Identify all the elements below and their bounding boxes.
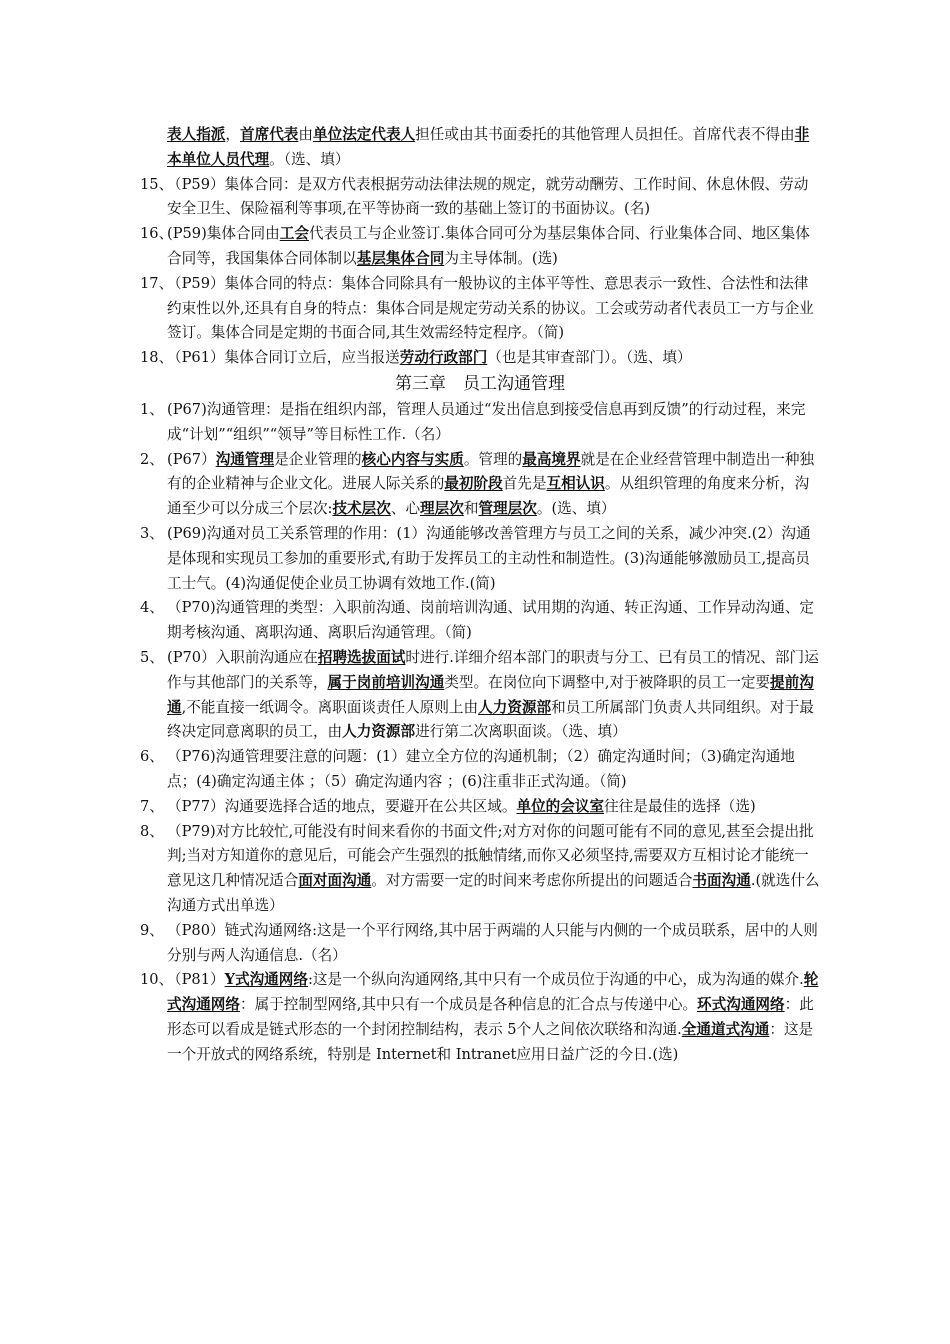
key-term: 最初阶段 (444, 475, 503, 493)
item-number: 8、 (140, 822, 164, 840)
item-number: 3、 (140, 524, 164, 542)
numbered-item (140, 919, 820, 969)
key-term: 核心内容与实质 (361, 450, 464, 468)
numbered-item (140, 795, 820, 820)
text-run: ， (225, 126, 240, 143)
text-run: （P61）集体合同订立后，应当报送 (167, 349, 400, 367)
text-run: (P67） (167, 450, 216, 468)
text-run: ：此形态可以看成是链式形态的一个封闭控制结构，表示 5个人之间依次联络和沟通. (167, 996, 814, 1038)
numbered-item (140, 820, 820, 919)
key-term: 提前沟通 (167, 673, 814, 716)
key-term: 单位法定代表人 (313, 126, 416, 143)
key-term: 基层集体合同 (356, 249, 445, 267)
key-term: Y式沟通网络 (224, 971, 308, 989)
numbered-item (140, 448, 820, 522)
item-number: 18、 (140, 349, 174, 367)
key-term: 轮式沟通网络 (167, 971, 819, 1014)
numbered-item (140, 173, 820, 223)
text-run: .(就选什么沟通方式出单选） (167, 872, 820, 914)
item-number: 1、 (140, 400, 164, 418)
text-run: （P59）集体合同的特点：集体合同除具有一般协议的主体平等性、意思表示一致性、合法性和法律约束性以外,还具有自身的特点：集体合同是规定劳动关系的协议。工会或劳动者代表员工一方与企业签订。集体合同是定期的书面合同,其生效需经特定程序。（简) (167, 274, 814, 342)
text-run: 代表员工与企业签订.集体合同可分为基层集体合同、行业集体合同、地区集体合同等，我国集体合同体制以 (167, 225, 810, 267)
item-text (167, 646, 820, 745)
numbered-item (140, 398, 820, 448)
text-run: 和员工所属部门负责人共同组织。对于最终决定同意离职的员工，由 (167, 698, 814, 741)
text-run: (P67)沟通管理：是指在组织内部，管理人员通过“发出信息到接受信息再到反馈”的行动过程，来完成“计划”“组织”“领导”等目标性工作.（名） (167, 400, 806, 443)
item-text (167, 820, 820, 919)
key-term: 面对面沟通 (298, 872, 372, 890)
text-run: 由 (298, 126, 313, 143)
item-number: 4、 (140, 599, 164, 617)
text-run: （P79)对方比较忙,可能没有时间来看你的书面文件;对方对你的问题可能有不同的意见,甚至会提出批判;当对方知道你的意见后，可能会产生强烈的抵触情绪,而你又必须坚持,需要双方互相讨论才能统一意见这几种情况适合 (167, 822, 814, 890)
numbered-item (140, 522, 820, 596)
numbered-item (140, 272, 820, 346)
continued-item (140, 123, 820, 173)
item-text (167, 596, 820, 646)
text-run: 进行第二次离职面谈。（选、填） (415, 723, 627, 741)
text-run: (P59)集体合同由 (167, 225, 280, 243)
item-text (167, 968, 820, 1067)
item-number: 2、 (140, 450, 164, 468)
numbered-item (140, 346, 820, 371)
numbered-item (140, 222, 820, 272)
key-term: 人力资源部 (478, 698, 552, 716)
text-run: 首先是 (502, 475, 547, 493)
item-text (167, 272, 820, 346)
key-term: 单位的会议室 (516, 797, 605, 815)
text-run: 。从组织管理的角度来分析，沟通至少可以分成三个层次: (167, 475, 810, 518)
text-run: ：这是一个开放式的网络系统，特别是 Internet和 Intranet应用日益广泛的今日.(选) (167, 1020, 814, 1063)
text-run: 类型。在岗位向下调整中,对于被降职的员工一定要 (444, 673, 771, 691)
text-run: （P80）链式沟通网络:这是一个平行网络,其中居于两端的人只能与内侧的一个成员联系，居中的人则分别与两人沟通信息.（名） (167, 921, 818, 964)
text-run: （P59）集体合同：是双方代表根据劳动法律法规的规定，就劳动酬劳、工作时间、休息休假、劳动安全卫生、保险福利等事项,在平等协商一致的基础上签订的书面协议。(名) (167, 175, 809, 218)
item-text (167, 222, 820, 272)
numbered-item (140, 745, 820, 795)
key-term: 技术层次 (332, 500, 391, 518)
key-term: 人力资源部 (342, 723, 416, 741)
key-term: 互相认识 (546, 475, 605, 493)
item-text (167, 919, 820, 969)
text-run: （P76)沟通管理要注意的问题：(1）建立全方位的沟通机制；（2）确定沟通时间；（3)确定沟通地点；(4)确定沟通主体 ；（5）确定沟通内容 ；(6)注重非正式沟通。（简) (167, 748, 795, 790)
key-term: 管理层次 (478, 500, 537, 518)
text-run: 为主导体制。(选) (444, 249, 558, 267)
text-run: 、心 (390, 500, 421, 518)
text-run: 和 (463, 500, 479, 518)
item-text (167, 346, 820, 371)
numbered-item (140, 968, 820, 1067)
key-term: 首席代表 (240, 126, 299, 143)
text-run: （P70)沟通管理的类型：入职前沟通、岗前培训沟通、试用期的沟通、转正沟通、工作异动沟通、定期考核沟通、离职沟通、离职后沟通管理。（简) (167, 599, 815, 642)
item-text (167, 745, 820, 795)
text-run: （P77）沟通要选择合适的地点，要避开在公共区域。 (167, 797, 517, 815)
chapter-heading: 第三章 员工沟通管理 (395, 373, 565, 394)
item-number: 5、 (140, 648, 164, 666)
text-run: 担任或由其书面委托的其他管理人员担任。首席代表不得由 (415, 126, 795, 143)
item-text (167, 398, 820, 448)
key-term: 招聘选拔面试 (317, 648, 406, 666)
text-run: (P69)沟通对员工关系管理的作用：(1）沟通能够改善管理方与员工之间的关系，减少冲突.(2）沟通是体现和实现员工参加的重要形式,有助于发挥员工的主动性和制造性。(3)沟通能够激励员工,提高员工士气。(4)沟通促使企业员工协调有效地工作.(简) (167, 524, 811, 592)
text-run: 就是在企业经营管理中制造出一种独有的企业精神与企业文化。进展人际关系的 (167, 450, 815, 493)
key-term: 环式沟通网络 (697, 996, 785, 1014)
text-run: （P81） (167, 971, 225, 989)
item-number: 6、 (140, 748, 164, 766)
text-run: 。（选、填） (269, 150, 350, 168)
key-term: 沟通管理 (215, 450, 275, 468)
text-run: 时进行.详细介绍本部门的职责与分工、已有员工的情况、部门运作与其他部门的关系等， (167, 648, 819, 691)
text-run: (P70）入职前沟通应在 (167, 648, 318, 666)
key-term: 书面沟通 (692, 872, 751, 890)
text-run: 。对方需要一定的时间来考虑你所提出的问题适合 (371, 872, 693, 890)
item-text (167, 448, 820, 522)
item-text (167, 795, 820, 820)
key-term: 劳动行政部门 (399, 349, 488, 367)
numbered-item (140, 596, 820, 646)
item-number: 10、 (140, 971, 174, 989)
item-text (167, 173, 820, 223)
key-term: 全通道式沟通 (681, 1020, 770, 1038)
numbered-item (140, 646, 820, 745)
key-term: 最高境界 (522, 450, 581, 468)
text-run: 。管理的 (463, 450, 523, 468)
text-run: ,不能直接一纸调令。离职面谈责任人原则上由 (181, 698, 479, 716)
key-term: 属于岗前培训沟通 (327, 673, 445, 691)
key-term: 理层次 (420, 500, 464, 518)
text-run: ：属于控制型网络,其中只有一个成员是各种信息的汇合点与传递中心。 (239, 996, 698, 1014)
key-term: 非本单位人员代理 (167, 126, 810, 168)
item-number: 16、 (140, 225, 174, 243)
item-number: 7、 (140, 797, 164, 815)
text-run: （也是其审查部门）。（选、填） (487, 349, 692, 367)
text-run: :这是一个纵向沟通网络,其中只有一个成员位于沟通的中心，成为沟通的媒介. (307, 971, 804, 989)
text-run: 往往是最佳的选择（选) (604, 797, 756, 815)
item-text (167, 123, 820, 173)
document-body (140, 123, 820, 1067)
item-number: 15、 (140, 175, 174, 193)
item-number: 17、 (140, 274, 174, 292)
item-number: 9、 (140, 921, 164, 939)
text-run: 是企业管理的 (274, 450, 362, 468)
key-term: 工会 (279, 225, 309, 243)
text-run: 。(选、填） (536, 500, 616, 518)
key-term: 表人指派 (167, 126, 226, 143)
item-text (167, 522, 820, 596)
